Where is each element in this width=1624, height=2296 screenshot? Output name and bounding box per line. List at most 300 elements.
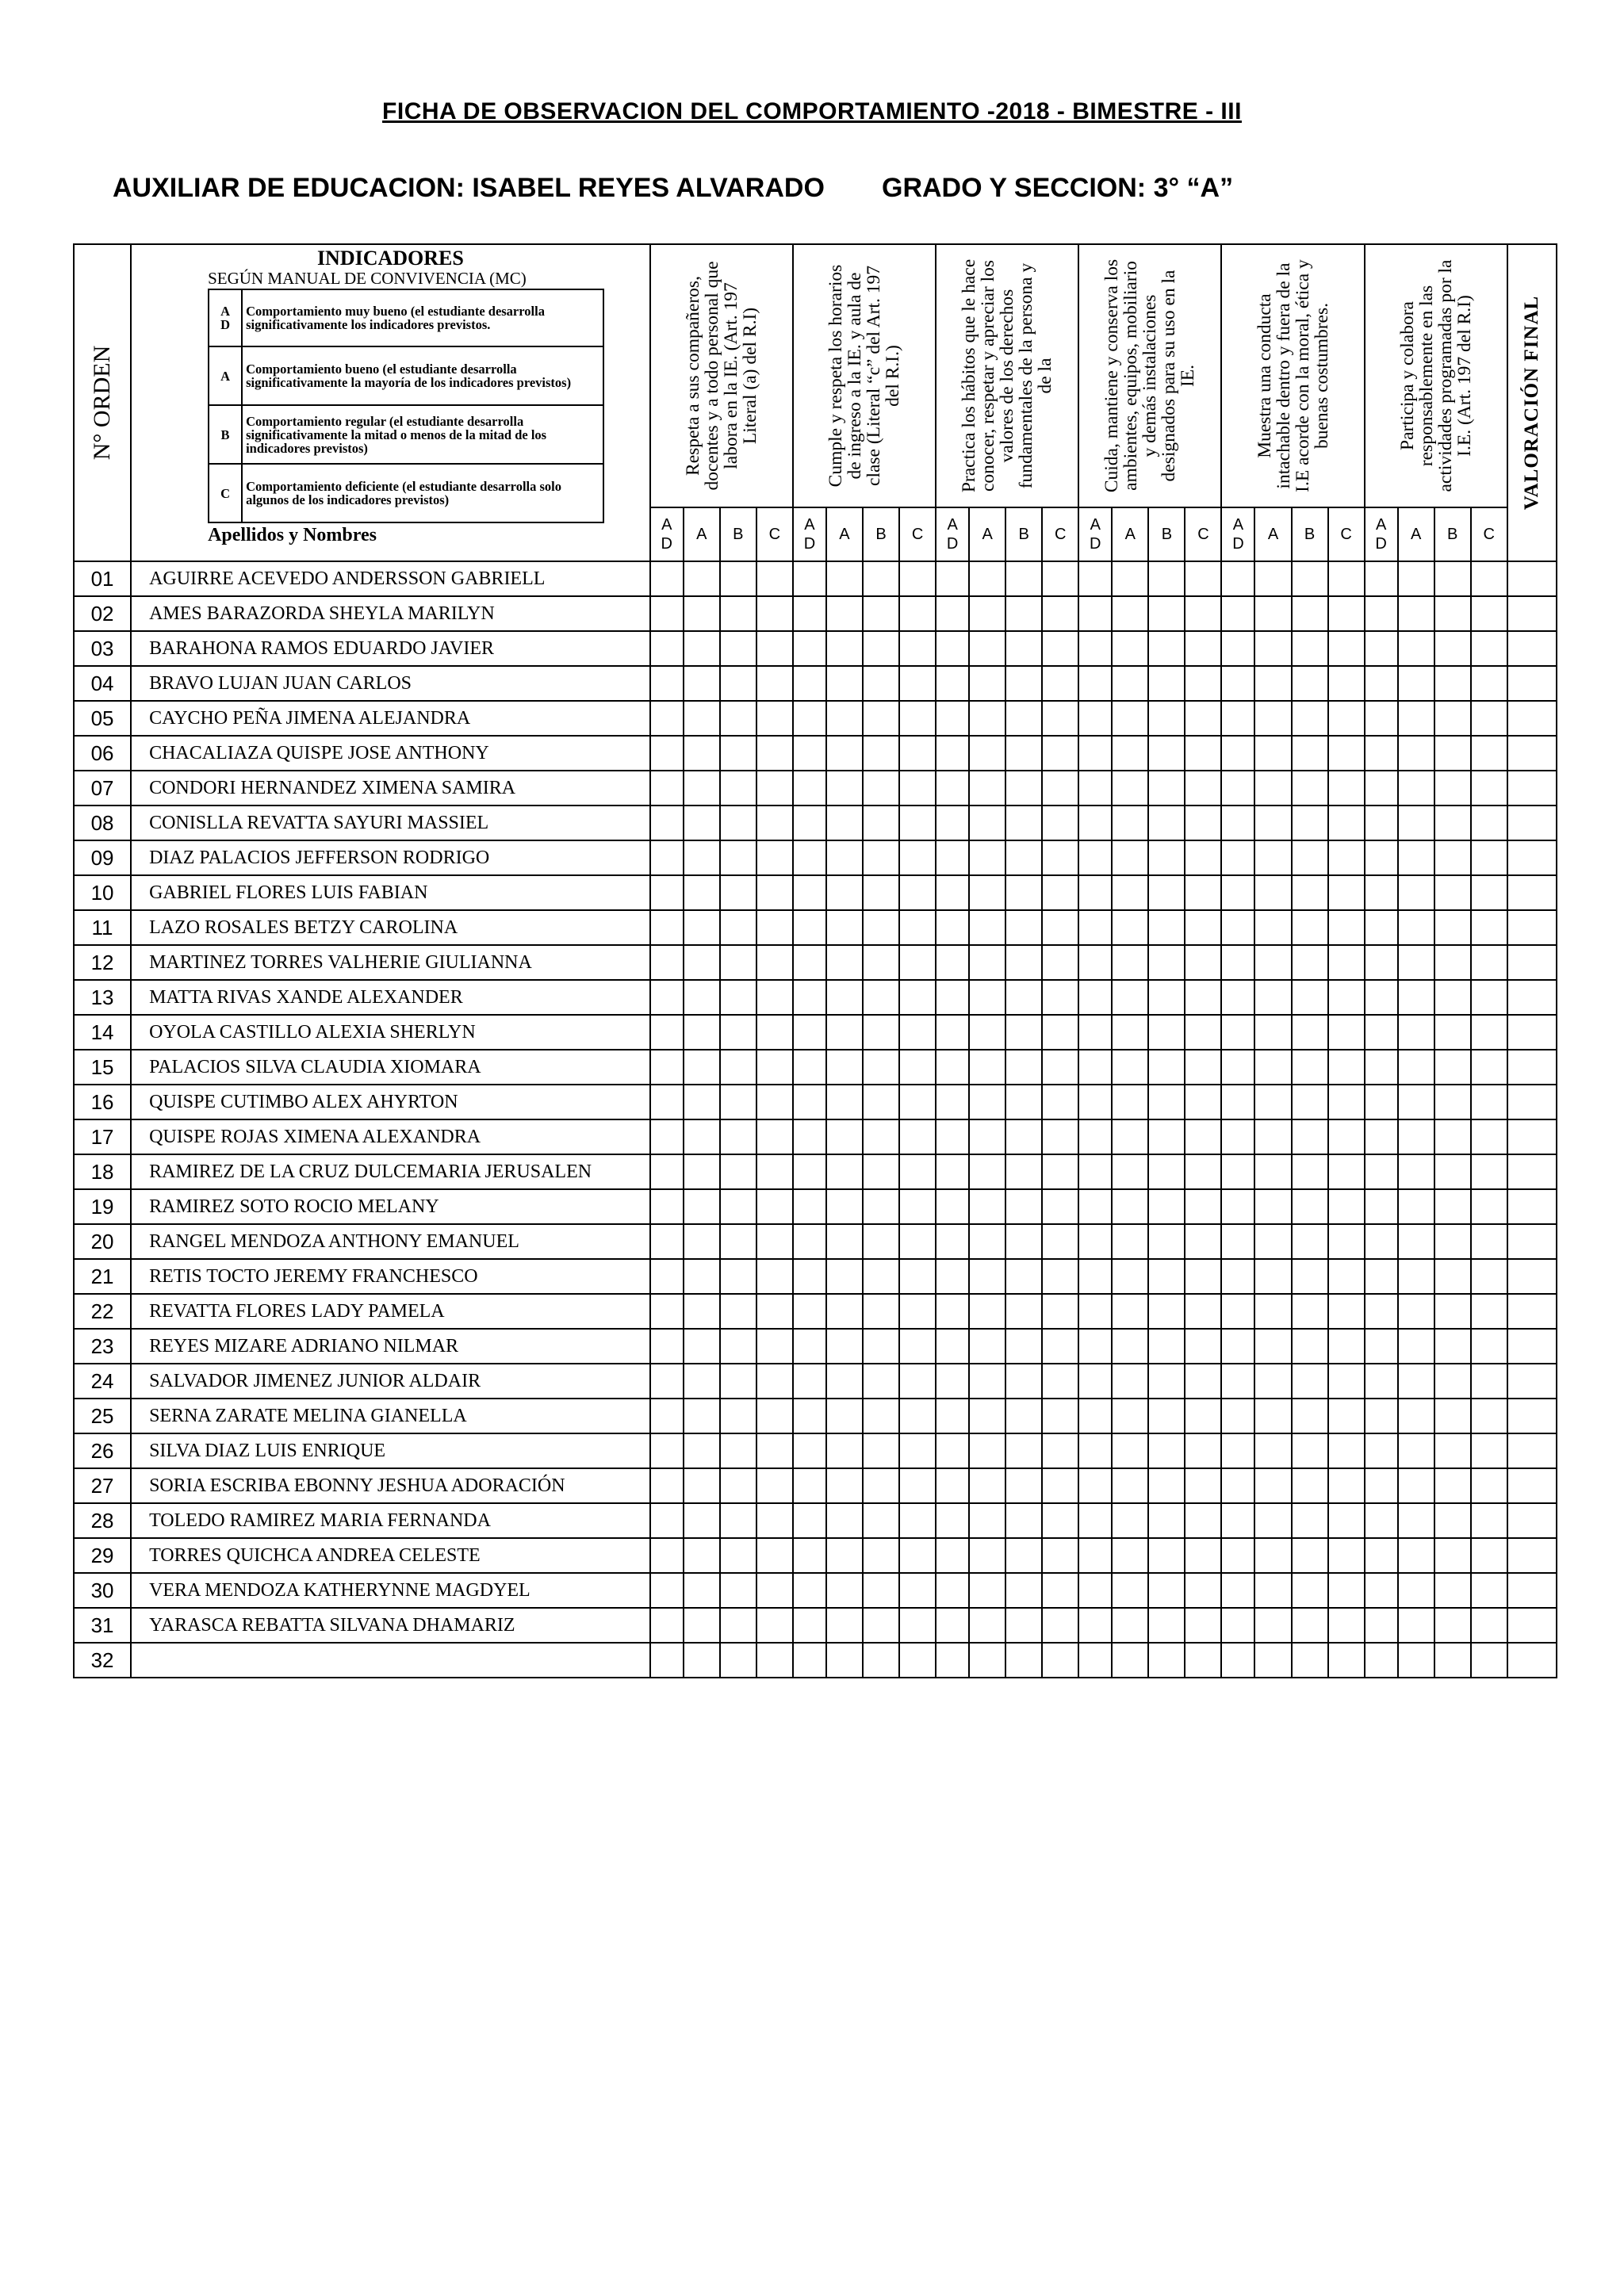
- grade-cell[interactable]: [863, 1329, 899, 1364]
- grade-cell[interactable]: [863, 1224, 899, 1259]
- grade-cell[interactable]: [1221, 1503, 1254, 1538]
- grade-cell[interactable]: [1221, 1259, 1254, 1294]
- grade-cell[interactable]: [793, 701, 826, 736]
- grade-cell[interactable]: [684, 1154, 720, 1189]
- grade-cell[interactable]: [1328, 1224, 1365, 1259]
- grade-cell[interactable]: [650, 1503, 684, 1538]
- grade-cell[interactable]: [863, 1015, 899, 1050]
- grade-cell[interactable]: [936, 1015, 969, 1050]
- grade-cell[interactable]: [1078, 806, 1112, 840]
- grade-cell[interactable]: [684, 1329, 720, 1364]
- grade-cell[interactable]: [1365, 701, 1398, 736]
- grade-cell[interactable]: [1434, 980, 1471, 1015]
- grade-cell[interactable]: [1471, 1538, 1507, 1573]
- grade-cell[interactable]: [1078, 561, 1112, 596]
- grade-cell[interactable]: [684, 945, 720, 980]
- grade-cell[interactable]: [1005, 1154, 1042, 1189]
- grade-cell[interactable]: [1185, 1468, 1221, 1503]
- grade-cell[interactable]: [1365, 1085, 1398, 1119]
- grade-cell[interactable]: [1292, 771, 1328, 806]
- valoracion-final-cell[interactable]: [1507, 945, 1557, 980]
- grade-cell[interactable]: [756, 1608, 793, 1643]
- grade-cell[interactable]: [684, 1015, 720, 1050]
- grade-cell[interactable]: [756, 1154, 793, 1189]
- grade-cell[interactable]: [1328, 1119, 1365, 1154]
- grade-cell[interactable]: [1398, 1259, 1434, 1294]
- grade-cell[interactable]: [1005, 875, 1042, 910]
- grade-cell[interactable]: [720, 771, 756, 806]
- grade-cell[interactable]: [1005, 701, 1042, 736]
- grade-cell[interactable]: [826, 875, 863, 910]
- grade-cell[interactable]: [863, 1050, 899, 1085]
- grade-cell[interactable]: [969, 1433, 1005, 1468]
- grade-cell[interactable]: [826, 1119, 863, 1154]
- grade-cell[interactable]: [1254, 771, 1291, 806]
- grade-cell[interactable]: [1434, 631, 1471, 666]
- grade-cell[interactable]: [756, 1050, 793, 1085]
- grade-cell[interactable]: [1434, 1119, 1471, 1154]
- grade-cell[interactable]: [1328, 875, 1365, 910]
- grade-cell[interactable]: [1078, 1608, 1112, 1643]
- grade-cell[interactable]: [1005, 1468, 1042, 1503]
- grade-cell[interactable]: [1112, 1294, 1148, 1329]
- grade-cell[interactable]: [1365, 1224, 1398, 1259]
- grade-cell[interactable]: [793, 1399, 826, 1433]
- grade-cell[interactable]: [1254, 1608, 1291, 1643]
- grade-cell[interactable]: [1078, 1364, 1112, 1399]
- grade-cell[interactable]: [1005, 1189, 1042, 1224]
- grade-cell[interactable]: [650, 1294, 684, 1329]
- grade-cell[interactable]: [1221, 980, 1254, 1015]
- grade-cell[interactable]: [1254, 1468, 1291, 1503]
- grade-cell[interactable]: [1112, 1085, 1148, 1119]
- grade-cell[interactable]: [1042, 1329, 1078, 1364]
- grade-cell[interactable]: [793, 1189, 826, 1224]
- grade-cell[interactable]: [793, 1329, 826, 1364]
- grade-cell[interactable]: [1328, 806, 1365, 840]
- grade-cell[interactable]: [969, 596, 1005, 631]
- grade-cell[interactable]: [1292, 1608, 1328, 1643]
- grade-cell[interactable]: [793, 1573, 826, 1608]
- grade-cell[interactable]: [1148, 666, 1185, 701]
- grade-cell[interactable]: [936, 736, 969, 771]
- grade-cell[interactable]: [899, 910, 936, 945]
- grade-cell[interactable]: [720, 1433, 756, 1468]
- grade-cell[interactable]: [1398, 1643, 1434, 1678]
- grade-cell[interactable]: [1365, 1364, 1398, 1399]
- grade-cell[interactable]: [1221, 840, 1254, 875]
- grade-cell[interactable]: [1398, 631, 1434, 666]
- grade-cell[interactable]: [1365, 1399, 1398, 1433]
- grade-cell[interactable]: [899, 771, 936, 806]
- grade-cell[interactable]: [1471, 1608, 1507, 1643]
- grade-cell[interactable]: [1471, 1399, 1507, 1433]
- grade-cell[interactable]: [1328, 666, 1365, 701]
- grade-cell[interactable]: [863, 1259, 899, 1294]
- grade-cell[interactable]: [1471, 1119, 1507, 1154]
- grade-cell[interactable]: [1292, 1085, 1328, 1119]
- grade-cell[interactable]: [1005, 945, 1042, 980]
- valoracion-final-cell[interactable]: [1507, 1329, 1557, 1364]
- grade-cell[interactable]: [1221, 1154, 1254, 1189]
- valoracion-final-cell[interactable]: [1507, 1015, 1557, 1050]
- grade-cell[interactable]: [650, 1573, 684, 1608]
- grade-cell[interactable]: [969, 1573, 1005, 1608]
- grade-cell[interactable]: [1005, 1050, 1042, 1085]
- grade-cell[interactable]: [863, 631, 899, 666]
- grade-cell[interactable]: [684, 1468, 720, 1503]
- grade-cell[interactable]: [684, 1085, 720, 1119]
- grade-cell[interactable]: [1398, 980, 1434, 1015]
- grade-cell[interactable]: [1471, 1050, 1507, 1085]
- grade-cell[interactable]: [863, 1538, 899, 1573]
- grade-cell[interactable]: [899, 945, 936, 980]
- grade-cell[interactable]: [1185, 736, 1221, 771]
- grade-cell[interactable]: [1328, 1433, 1365, 1468]
- grade-cell[interactable]: [1434, 806, 1471, 840]
- grade-cell[interactable]: [1328, 1364, 1365, 1399]
- grade-cell[interactable]: [793, 1468, 826, 1503]
- grade-cell[interactable]: [1078, 1468, 1112, 1503]
- grade-cell[interactable]: [684, 910, 720, 945]
- grade-cell[interactable]: [684, 1224, 720, 1259]
- grade-cell[interactable]: [969, 1538, 1005, 1573]
- grade-cell[interactable]: [684, 1399, 720, 1433]
- grade-cell[interactable]: [650, 1538, 684, 1573]
- grade-cell[interactable]: [720, 1538, 756, 1573]
- grade-cell[interactable]: [1185, 1503, 1221, 1538]
- grade-cell[interactable]: [826, 596, 863, 631]
- grade-cell[interactable]: [1148, 1503, 1185, 1538]
- grade-cell[interactable]: [936, 1573, 969, 1608]
- grade-cell[interactable]: [1292, 1538, 1328, 1573]
- grade-cell[interactable]: [969, 701, 1005, 736]
- grade-cell[interactable]: [899, 1608, 936, 1643]
- grade-cell[interactable]: [1398, 1050, 1434, 1085]
- grade-cell[interactable]: [1185, 1538, 1221, 1573]
- grade-cell[interactable]: [1112, 561, 1148, 596]
- grade-cell[interactable]: [826, 806, 863, 840]
- grade-cell[interactable]: [720, 910, 756, 945]
- grade-cell[interactable]: [1112, 1503, 1148, 1538]
- grade-cell[interactable]: [793, 596, 826, 631]
- grade-cell[interactable]: [863, 1154, 899, 1189]
- grade-cell[interactable]: [720, 875, 756, 910]
- grade-cell[interactable]: [969, 840, 1005, 875]
- grade-cell[interactable]: [720, 596, 756, 631]
- grade-cell[interactable]: [936, 1608, 969, 1643]
- grade-cell[interactable]: [1365, 1573, 1398, 1608]
- grade-cell[interactable]: [684, 666, 720, 701]
- grade-cell[interactable]: [1042, 1259, 1078, 1294]
- grade-cell[interactable]: [1328, 1608, 1365, 1643]
- grade-cell[interactable]: [1148, 1608, 1185, 1643]
- grade-cell[interactable]: [1005, 1608, 1042, 1643]
- grade-cell[interactable]: [969, 980, 1005, 1015]
- grade-cell[interactable]: [863, 1119, 899, 1154]
- grade-cell[interactable]: [863, 806, 899, 840]
- grade-cell[interactable]: [1254, 1189, 1291, 1224]
- valoracion-final-cell[interactable]: [1507, 1224, 1557, 1259]
- grade-cell[interactable]: [1254, 1259, 1291, 1294]
- grade-cell[interactable]: [1365, 561, 1398, 596]
- grade-cell[interactable]: [826, 701, 863, 736]
- grade-cell[interactable]: [1078, 596, 1112, 631]
- grade-cell[interactable]: [720, 806, 756, 840]
- grade-cell[interactable]: [1254, 1399, 1291, 1433]
- grade-cell[interactable]: [1434, 1573, 1471, 1608]
- grade-cell[interactable]: [1042, 1189, 1078, 1224]
- grade-cell[interactable]: [650, 1119, 684, 1154]
- grade-cell[interactable]: [826, 945, 863, 980]
- grade-cell[interactable]: [1221, 1294, 1254, 1329]
- grade-cell[interactable]: [793, 1224, 826, 1259]
- grade-cell[interactable]: [650, 806, 684, 840]
- grade-cell[interactable]: [1434, 666, 1471, 701]
- grade-cell[interactable]: [1398, 910, 1434, 945]
- grade-cell[interactable]: [1365, 1329, 1398, 1364]
- grade-cell[interactable]: [1185, 1050, 1221, 1085]
- valoracion-final-cell[interactable]: [1507, 1643, 1557, 1678]
- grade-cell[interactable]: [1254, 1085, 1291, 1119]
- grade-cell[interactable]: [1042, 1015, 1078, 1050]
- grade-cell[interactable]: [1434, 1643, 1471, 1678]
- grade-cell[interactable]: [936, 1050, 969, 1085]
- grade-cell[interactable]: [1254, 736, 1291, 771]
- grade-cell[interactable]: [863, 945, 899, 980]
- valoracion-final-cell[interactable]: [1507, 1468, 1557, 1503]
- grade-cell[interactable]: [1292, 596, 1328, 631]
- grade-cell[interactable]: [1221, 736, 1254, 771]
- grade-cell[interactable]: [1292, 666, 1328, 701]
- grade-cell[interactable]: [650, 1329, 684, 1364]
- grade-cell[interactable]: [1221, 771, 1254, 806]
- grade-cell[interactable]: [1365, 980, 1398, 1015]
- grade-cell[interactable]: [1078, 1538, 1112, 1573]
- grade-cell[interactable]: [1398, 1015, 1434, 1050]
- grade-cell[interactable]: [1078, 1119, 1112, 1154]
- grade-cell[interactable]: [650, 1085, 684, 1119]
- grade-cell[interactable]: [684, 1050, 720, 1085]
- grade-cell[interactable]: [1434, 1503, 1471, 1538]
- grade-cell[interactable]: [936, 1085, 969, 1119]
- grade-cell[interactable]: [720, 1294, 756, 1329]
- grade-cell[interactable]: [1434, 1468, 1471, 1503]
- grade-cell[interactable]: [1328, 910, 1365, 945]
- grade-cell[interactable]: [826, 1224, 863, 1259]
- grade-cell[interactable]: [936, 1538, 969, 1573]
- grade-cell[interactable]: [826, 1294, 863, 1329]
- grade-cell[interactable]: [936, 1259, 969, 1294]
- grade-cell[interactable]: [1434, 1050, 1471, 1085]
- grade-cell[interactable]: [1365, 1643, 1398, 1678]
- grade-cell[interactable]: [1221, 1329, 1254, 1364]
- grade-cell[interactable]: [720, 1015, 756, 1050]
- grade-cell[interactable]: [1042, 806, 1078, 840]
- grade-cell[interactable]: [793, 736, 826, 771]
- grade-cell[interactable]: [1042, 596, 1078, 631]
- grade-cell[interactable]: [1365, 1050, 1398, 1085]
- grade-cell[interactable]: [1292, 701, 1328, 736]
- grade-cell[interactable]: [1471, 701, 1507, 736]
- grade-cell[interactable]: [1471, 910, 1507, 945]
- grade-cell[interactable]: [650, 945, 684, 980]
- grade-cell[interactable]: [1365, 736, 1398, 771]
- grade-cell[interactable]: [756, 701, 793, 736]
- grade-cell[interactable]: [1221, 1015, 1254, 1050]
- grade-cell[interactable]: [1254, 806, 1291, 840]
- grade-cell[interactable]: [1254, 1538, 1291, 1573]
- grade-cell[interactable]: [1398, 806, 1434, 840]
- grade-cell[interactable]: [1292, 1259, 1328, 1294]
- grade-cell[interactable]: [899, 1050, 936, 1085]
- grade-cell[interactable]: [1148, 806, 1185, 840]
- grade-cell[interactable]: [1042, 561, 1078, 596]
- grade-cell[interactable]: [1112, 1050, 1148, 1085]
- grade-cell[interactable]: [1185, 1189, 1221, 1224]
- grade-cell[interactable]: [1398, 771, 1434, 806]
- grade-cell[interactable]: [826, 1329, 863, 1364]
- grade-cell[interactable]: [936, 1643, 969, 1678]
- grade-cell[interactable]: [1221, 1050, 1254, 1085]
- valoracion-final-cell[interactable]: [1507, 596, 1557, 631]
- grade-cell[interactable]: [1471, 1189, 1507, 1224]
- grade-cell[interactable]: [969, 1503, 1005, 1538]
- grade-cell[interactable]: [1185, 910, 1221, 945]
- grade-cell[interactable]: [650, 1364, 684, 1399]
- grade-cell[interactable]: [1328, 840, 1365, 875]
- grade-cell[interactable]: [793, 1608, 826, 1643]
- grade-cell[interactable]: [1148, 1399, 1185, 1433]
- grade-cell[interactable]: [1042, 666, 1078, 701]
- grade-cell[interactable]: [1328, 1503, 1365, 1538]
- grade-cell[interactable]: [936, 1154, 969, 1189]
- grade-cell[interactable]: [684, 1643, 720, 1678]
- grade-cell[interactable]: [1148, 910, 1185, 945]
- grade-cell[interactable]: [1112, 1538, 1148, 1573]
- grade-cell[interactable]: [969, 1154, 1005, 1189]
- grade-cell[interactable]: [1292, 980, 1328, 1015]
- grade-cell[interactable]: [650, 666, 684, 701]
- grade-cell[interactable]: [1292, 1399, 1328, 1433]
- grade-cell[interactable]: [1254, 1364, 1291, 1399]
- grade-cell[interactable]: [899, 1503, 936, 1538]
- grade-cell[interactable]: [1042, 1224, 1078, 1259]
- grade-cell[interactable]: [1254, 561, 1291, 596]
- grade-cell[interactable]: [1221, 910, 1254, 945]
- grade-cell[interactable]: [1112, 1468, 1148, 1503]
- grade-cell[interactable]: [1185, 1154, 1221, 1189]
- grade-cell[interactable]: [650, 1433, 684, 1468]
- valoracion-final-cell[interactable]: [1507, 1399, 1557, 1433]
- grade-cell[interactable]: [1112, 1224, 1148, 1259]
- grade-cell[interactable]: [969, 1329, 1005, 1364]
- grade-cell[interactable]: [1398, 875, 1434, 910]
- grade-cell[interactable]: [720, 1643, 756, 1678]
- grade-cell[interactable]: [650, 701, 684, 736]
- grade-cell[interactable]: [863, 1364, 899, 1399]
- grade-cell[interactable]: [1185, 596, 1221, 631]
- grade-cell[interactable]: [1328, 596, 1365, 631]
- grade-cell[interactable]: [756, 1468, 793, 1503]
- valoracion-final-cell[interactable]: [1507, 1573, 1557, 1608]
- grade-cell[interactable]: [650, 1050, 684, 1085]
- grade-cell[interactable]: [720, 945, 756, 980]
- grade-cell[interactable]: [1185, 806, 1221, 840]
- grade-cell[interactable]: [1398, 945, 1434, 980]
- grade-cell[interactable]: [863, 736, 899, 771]
- grade-cell[interactable]: [1328, 1573, 1365, 1608]
- grade-cell[interactable]: [756, 561, 793, 596]
- grade-cell[interactable]: [1254, 980, 1291, 1015]
- grade-cell[interactable]: [1042, 1154, 1078, 1189]
- grade-cell[interactable]: [1471, 1503, 1507, 1538]
- grade-cell[interactable]: [1005, 806, 1042, 840]
- valoracion-final-cell[interactable]: [1507, 1050, 1557, 1085]
- grade-cell[interactable]: [793, 1154, 826, 1189]
- grade-cell[interactable]: [1328, 945, 1365, 980]
- grade-cell[interactable]: [1148, 875, 1185, 910]
- grade-cell[interactable]: [1254, 1224, 1291, 1259]
- grade-cell[interactable]: [1398, 1224, 1434, 1259]
- grade-cell[interactable]: [684, 596, 720, 631]
- grade-cell[interactable]: [1148, 1224, 1185, 1259]
- grade-cell[interactable]: [1254, 596, 1291, 631]
- grade-cell[interactable]: [899, 1259, 936, 1294]
- grade-cell[interactable]: [1005, 666, 1042, 701]
- grade-cell[interactable]: [1328, 1154, 1365, 1189]
- grade-cell[interactable]: [969, 1608, 1005, 1643]
- grade-cell[interactable]: [720, 561, 756, 596]
- grade-cell[interactable]: [650, 980, 684, 1015]
- grade-cell[interactable]: [1185, 1399, 1221, 1433]
- grade-cell[interactable]: [1078, 666, 1112, 701]
- grade-cell[interactable]: [863, 1643, 899, 1678]
- grade-cell[interactable]: [1434, 1364, 1471, 1399]
- grade-cell[interactable]: [936, 561, 969, 596]
- grade-cell[interactable]: [969, 1643, 1005, 1678]
- grade-cell[interactable]: [1292, 736, 1328, 771]
- grade-cell[interactable]: [1078, 840, 1112, 875]
- grade-cell[interactable]: [756, 1224, 793, 1259]
- grade-cell[interactable]: [1471, 1085, 1507, 1119]
- grade-cell[interactable]: [1471, 1259, 1507, 1294]
- grade-cell[interactable]: [1185, 945, 1221, 980]
- grade-cell[interactable]: [1005, 1399, 1042, 1433]
- grade-cell[interactable]: [969, 1015, 1005, 1050]
- grade-cell[interactable]: [936, 596, 969, 631]
- grade-cell[interactable]: [899, 561, 936, 596]
- grade-cell[interactable]: [1328, 1538, 1365, 1573]
- grade-cell[interactable]: [684, 875, 720, 910]
- grade-cell[interactable]: [1328, 1050, 1365, 1085]
- grade-cell[interactable]: [936, 945, 969, 980]
- grade-cell[interactable]: [1042, 1503, 1078, 1538]
- grade-cell[interactable]: [1221, 666, 1254, 701]
- grade-cell[interactable]: [1078, 1085, 1112, 1119]
- grade-cell[interactable]: [1254, 1643, 1291, 1678]
- grade-cell[interactable]: [899, 1573, 936, 1608]
- grade-cell[interactable]: [756, 1259, 793, 1294]
- grade-cell[interactable]: [969, 1119, 1005, 1154]
- grade-cell[interactable]: [684, 1119, 720, 1154]
- valoracion-final-cell[interactable]: [1507, 701, 1557, 736]
- grade-cell[interactable]: [1005, 1119, 1042, 1154]
- grade-cell[interactable]: [684, 771, 720, 806]
- grade-cell[interactable]: [650, 1643, 684, 1678]
- grade-cell[interactable]: [1221, 875, 1254, 910]
- valoracion-final-cell[interactable]: [1507, 561, 1557, 596]
